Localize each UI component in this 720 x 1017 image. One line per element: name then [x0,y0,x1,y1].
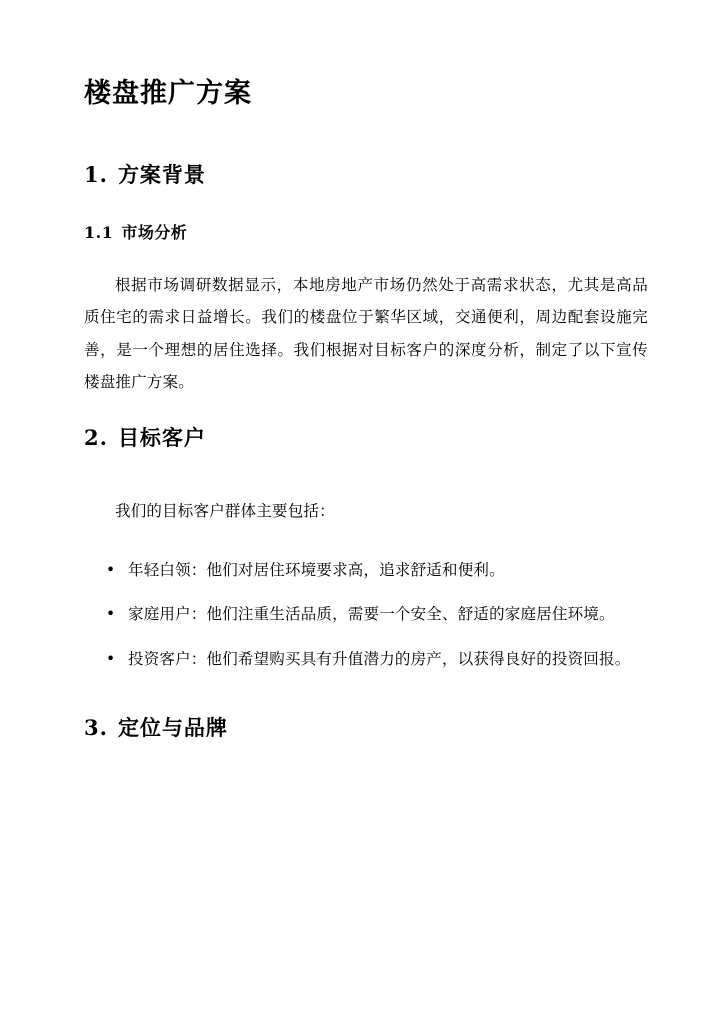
list-item [84,554,648,587]
section-heading-1 [84,162,648,188]
section-heading-3 [84,715,648,741]
section-title-1: 方案背景 [117,162,206,188]
spacer [84,693,648,715]
list-item-text: 投资客户：他们希望购买具有升值潜力的房产，以获得良好的投资回报。 [128,649,631,668]
bullet-icon: • [106,560,116,579]
subsection-number-1-1: 1.1 [84,222,114,242]
list-item-text: 年轻白领：他们对居住环境要求高，追求舒适和便利。 [128,560,505,579]
section-title-2: 目标客户 [117,424,206,450]
spacer [84,485,648,495]
subsection-heading-1-1 [84,223,648,243]
section-heading-2 [84,425,648,451]
page-title: 楼盘推广方案 [84,78,252,109]
paragraph-market-analysis: 根据市场调研数据显示，本地房地产市场仍然处于高需求状态，尤其是高品质住宅的需求日益增长。我们的楼盘位于繁华区域，交通便利，周边配套设施完善，是一个理想的居住选择。我们根据对目标客户的深度分析，制定了以下宣传楼盘推广方案。 [84,275,648,392]
target-customer-list [84,554,648,676]
bullet-icon: • [106,649,116,668]
paragraph-target-intro: 我们的目标客户群体主要包括： [115,502,335,521]
section-number-3: 3. [84,715,108,741]
list-item-text: 家庭用户：他们注重生活品质，需要一个安全、舒适的家庭居住环境。 [128,605,615,624]
section-title-3: 定位与品牌 [117,715,228,741]
list-item [84,598,648,631]
bullet-icon: • [106,605,116,624]
subsection-title-1-1: 市场分析 [121,222,188,242]
section-number-1: 1. [84,162,108,188]
list-item [84,643,648,676]
section-number-2: 2. [84,424,108,450]
